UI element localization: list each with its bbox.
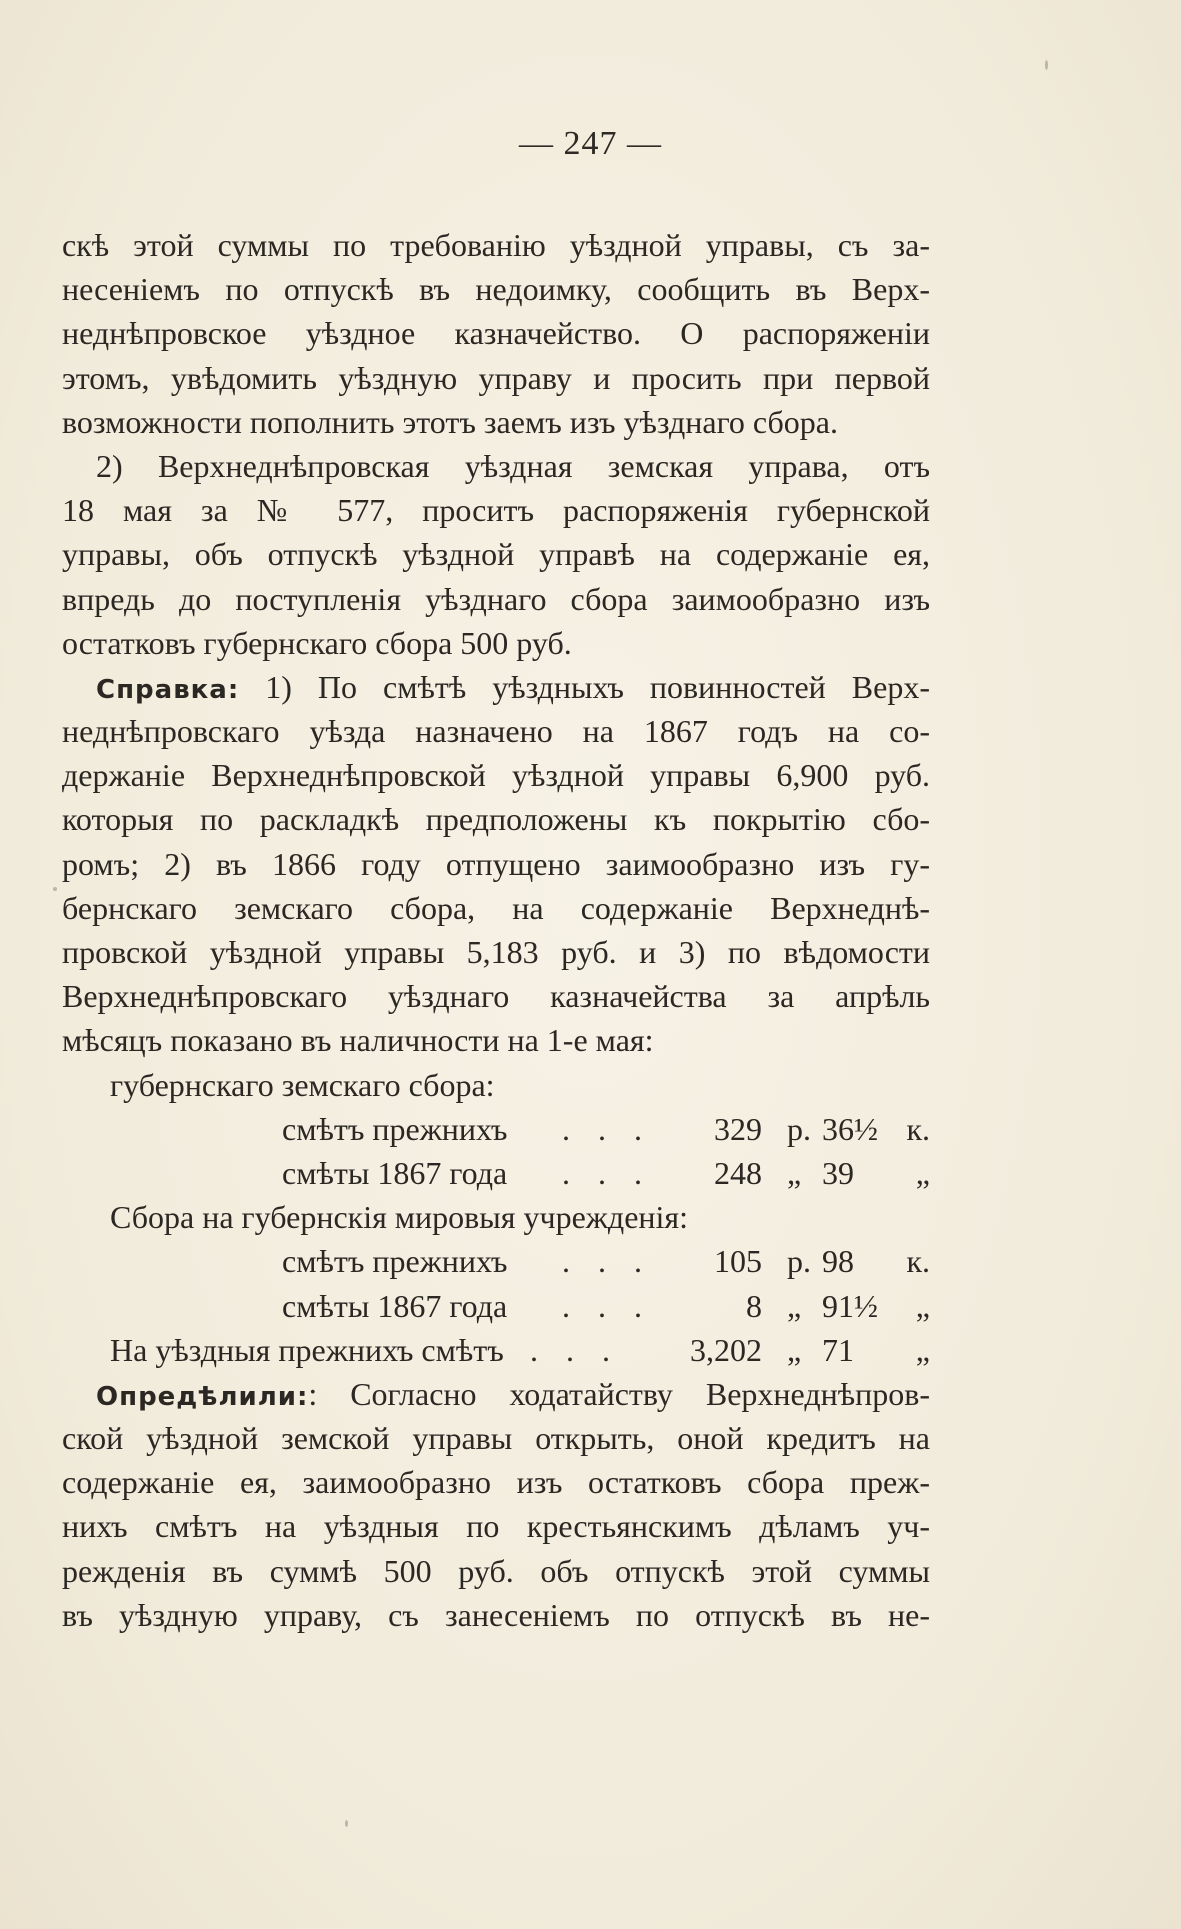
paper-speck xyxy=(53,887,57,891)
ledger-dots: . . . xyxy=(562,1243,652,1280)
ledger-item: смѣты 1867 года xyxy=(282,1154,508,1191)
ledger-row xyxy=(62,1239,930,1283)
text-line: впредь до поступленія уѣзднаго сбора заимообразно изъ xyxy=(62,580,930,617)
text-line: держаніе Верхнеднѣпровской уѣздной управы 6,900 руб. xyxy=(62,757,930,794)
ledger-row xyxy=(62,1107,930,1151)
text-line: которыя по раскладкѣ предположены къ покрытію сбо- xyxy=(62,801,930,838)
text-line: неднѣпровское уѣздное казначейство. О распоряженіи xyxy=(62,315,930,352)
ledger-item: смѣтъ прежнихъ xyxy=(282,1110,508,1147)
text-line: ромъ; 2) въ 1866 году отпущено заимообразно изъ гу- xyxy=(62,845,930,882)
opredelili-label: Опредѣлили: xyxy=(96,1381,309,1412)
paper-speck xyxy=(1045,60,1048,70)
text-line: неднѣпровскаго уѣзда назначено на 1867 годъ на со- xyxy=(62,713,930,750)
ledger-rubles-unit: р. xyxy=(787,1243,811,1280)
text-line: нихъ смѣтъ на уѣздныя по крестьянскимъ дѣламъ уч- xyxy=(62,1508,930,1545)
text-line: возможности пополнить этотъ заемъ изъ уѣзднаго сбора. xyxy=(62,403,838,440)
text-line: бернскаго земскаго сбора, на содержаніе Верхнеднѣ- xyxy=(62,889,930,926)
ledger-row xyxy=(62,1151,930,1195)
ledger-rubles-unit: р. xyxy=(787,1110,811,1147)
ledger-kopecks: 71 xyxy=(822,1331,854,1368)
ledger-kopecks: 98 xyxy=(822,1243,854,1280)
opredelili-line xyxy=(62,1372,930,1416)
ledger-total-row xyxy=(62,1328,930,1372)
text-line: мѣсяцъ показано въ наличности на 1-е мая: xyxy=(62,1022,654,1059)
body-text xyxy=(62,223,930,1637)
ledger-rubles: 3,202 xyxy=(690,1331,762,1368)
page-number: — 247 — xyxy=(519,125,662,162)
ledger-kopecks-unit: „ xyxy=(915,1287,930,1324)
ledger-rubles: 248 xyxy=(714,1154,762,1191)
ledger-item: смѣты 1867 года xyxy=(282,1287,508,1324)
spravka-line xyxy=(62,665,930,709)
ledger-kopecks-unit: „ xyxy=(915,1154,930,1191)
ledger-group-title: Сбора на губернскія мировыя учрежденія: xyxy=(110,1199,689,1236)
text-line: режденія въ суммѣ 500 руб. объ отпускѣ этой суммы xyxy=(62,1552,930,1589)
ledger-kopecks-unit: к. xyxy=(906,1110,930,1147)
ledger-rubles: 105 xyxy=(714,1243,762,1280)
spravka-first-text: 1) По смѣтѣ уѣздныхъ повинностей Верх- xyxy=(265,668,930,705)
ledger-kopecks: 36½ xyxy=(822,1110,878,1147)
ledger-rubles: 329 xyxy=(714,1110,762,1147)
text-line: ской уѣздной земской управы открыть, оной кредитъ на xyxy=(62,1420,930,1457)
text-line: 2) Верхнеднѣпровская уѣздная земская управа, отъ xyxy=(96,447,930,484)
text-line: остатковъ губернскаго сбора 500 руб. xyxy=(62,624,572,661)
ledger-kopecks: 39 xyxy=(822,1154,854,1191)
ledger-dots: . . . xyxy=(562,1287,652,1324)
ledger-kopecks-unit: „ xyxy=(915,1331,930,1368)
text-line: провской уѣздной управы 5,183 руб. и 3) по вѣдомости xyxy=(62,934,930,970)
text-line: этомъ, увѣдомить уѣздную управу и просить при первой xyxy=(62,359,930,396)
ledger-dots: . . . xyxy=(562,1110,652,1147)
opredelili-first-text: : Согласно ходатайству Верхнеднѣпров- xyxy=(308,1375,930,1412)
ledger-rubles: 8 xyxy=(746,1287,762,1324)
text-line: несеніемъ по отпускѣ въ недоимку, сообщить въ Верх- xyxy=(62,271,930,308)
ledger-dots: . . . xyxy=(530,1331,620,1368)
ledger-kopecks: 91½ xyxy=(822,1287,878,1324)
text-line: управы, объ отпускѣ уѣздной управѣ на содержаніе ея, xyxy=(62,536,930,573)
spravka-label: Справка: xyxy=(96,674,240,705)
ledger-rubles-unit: „ xyxy=(787,1331,802,1368)
ledger-dots: . . . xyxy=(562,1154,652,1191)
text-line: 18 мая за № 577, проситъ распоряженія губернской xyxy=(62,492,930,529)
ledger-item: На уѣздныя прежнихъ смѣтъ xyxy=(110,1331,504,1368)
ledger-row xyxy=(62,1284,930,1328)
text-line: въ уѣздную управу, съ занесеніемъ по отпускѣ въ не- xyxy=(62,1596,930,1633)
text-line: Верхнеднѣпровскаго уѣзднаго казначейства за апрѣль xyxy=(62,978,930,1015)
paper-speck xyxy=(345,1820,348,1827)
ledger-group-title: губернскаго земскаго сбора: xyxy=(110,1066,495,1103)
ledger-kopecks-unit: к. xyxy=(906,1243,930,1280)
ledger-rubles-unit: „ xyxy=(787,1154,802,1191)
ledger-rubles-unit: „ xyxy=(787,1287,802,1324)
text-line: содержаніе ея, заимообразно изъ остатковъ сбора преж- xyxy=(62,1464,930,1501)
text-line: скѣ этой суммы по требованію уѣздной управы, съ за- xyxy=(62,227,930,263)
ledger-item: смѣтъ прежнихъ xyxy=(282,1243,508,1280)
